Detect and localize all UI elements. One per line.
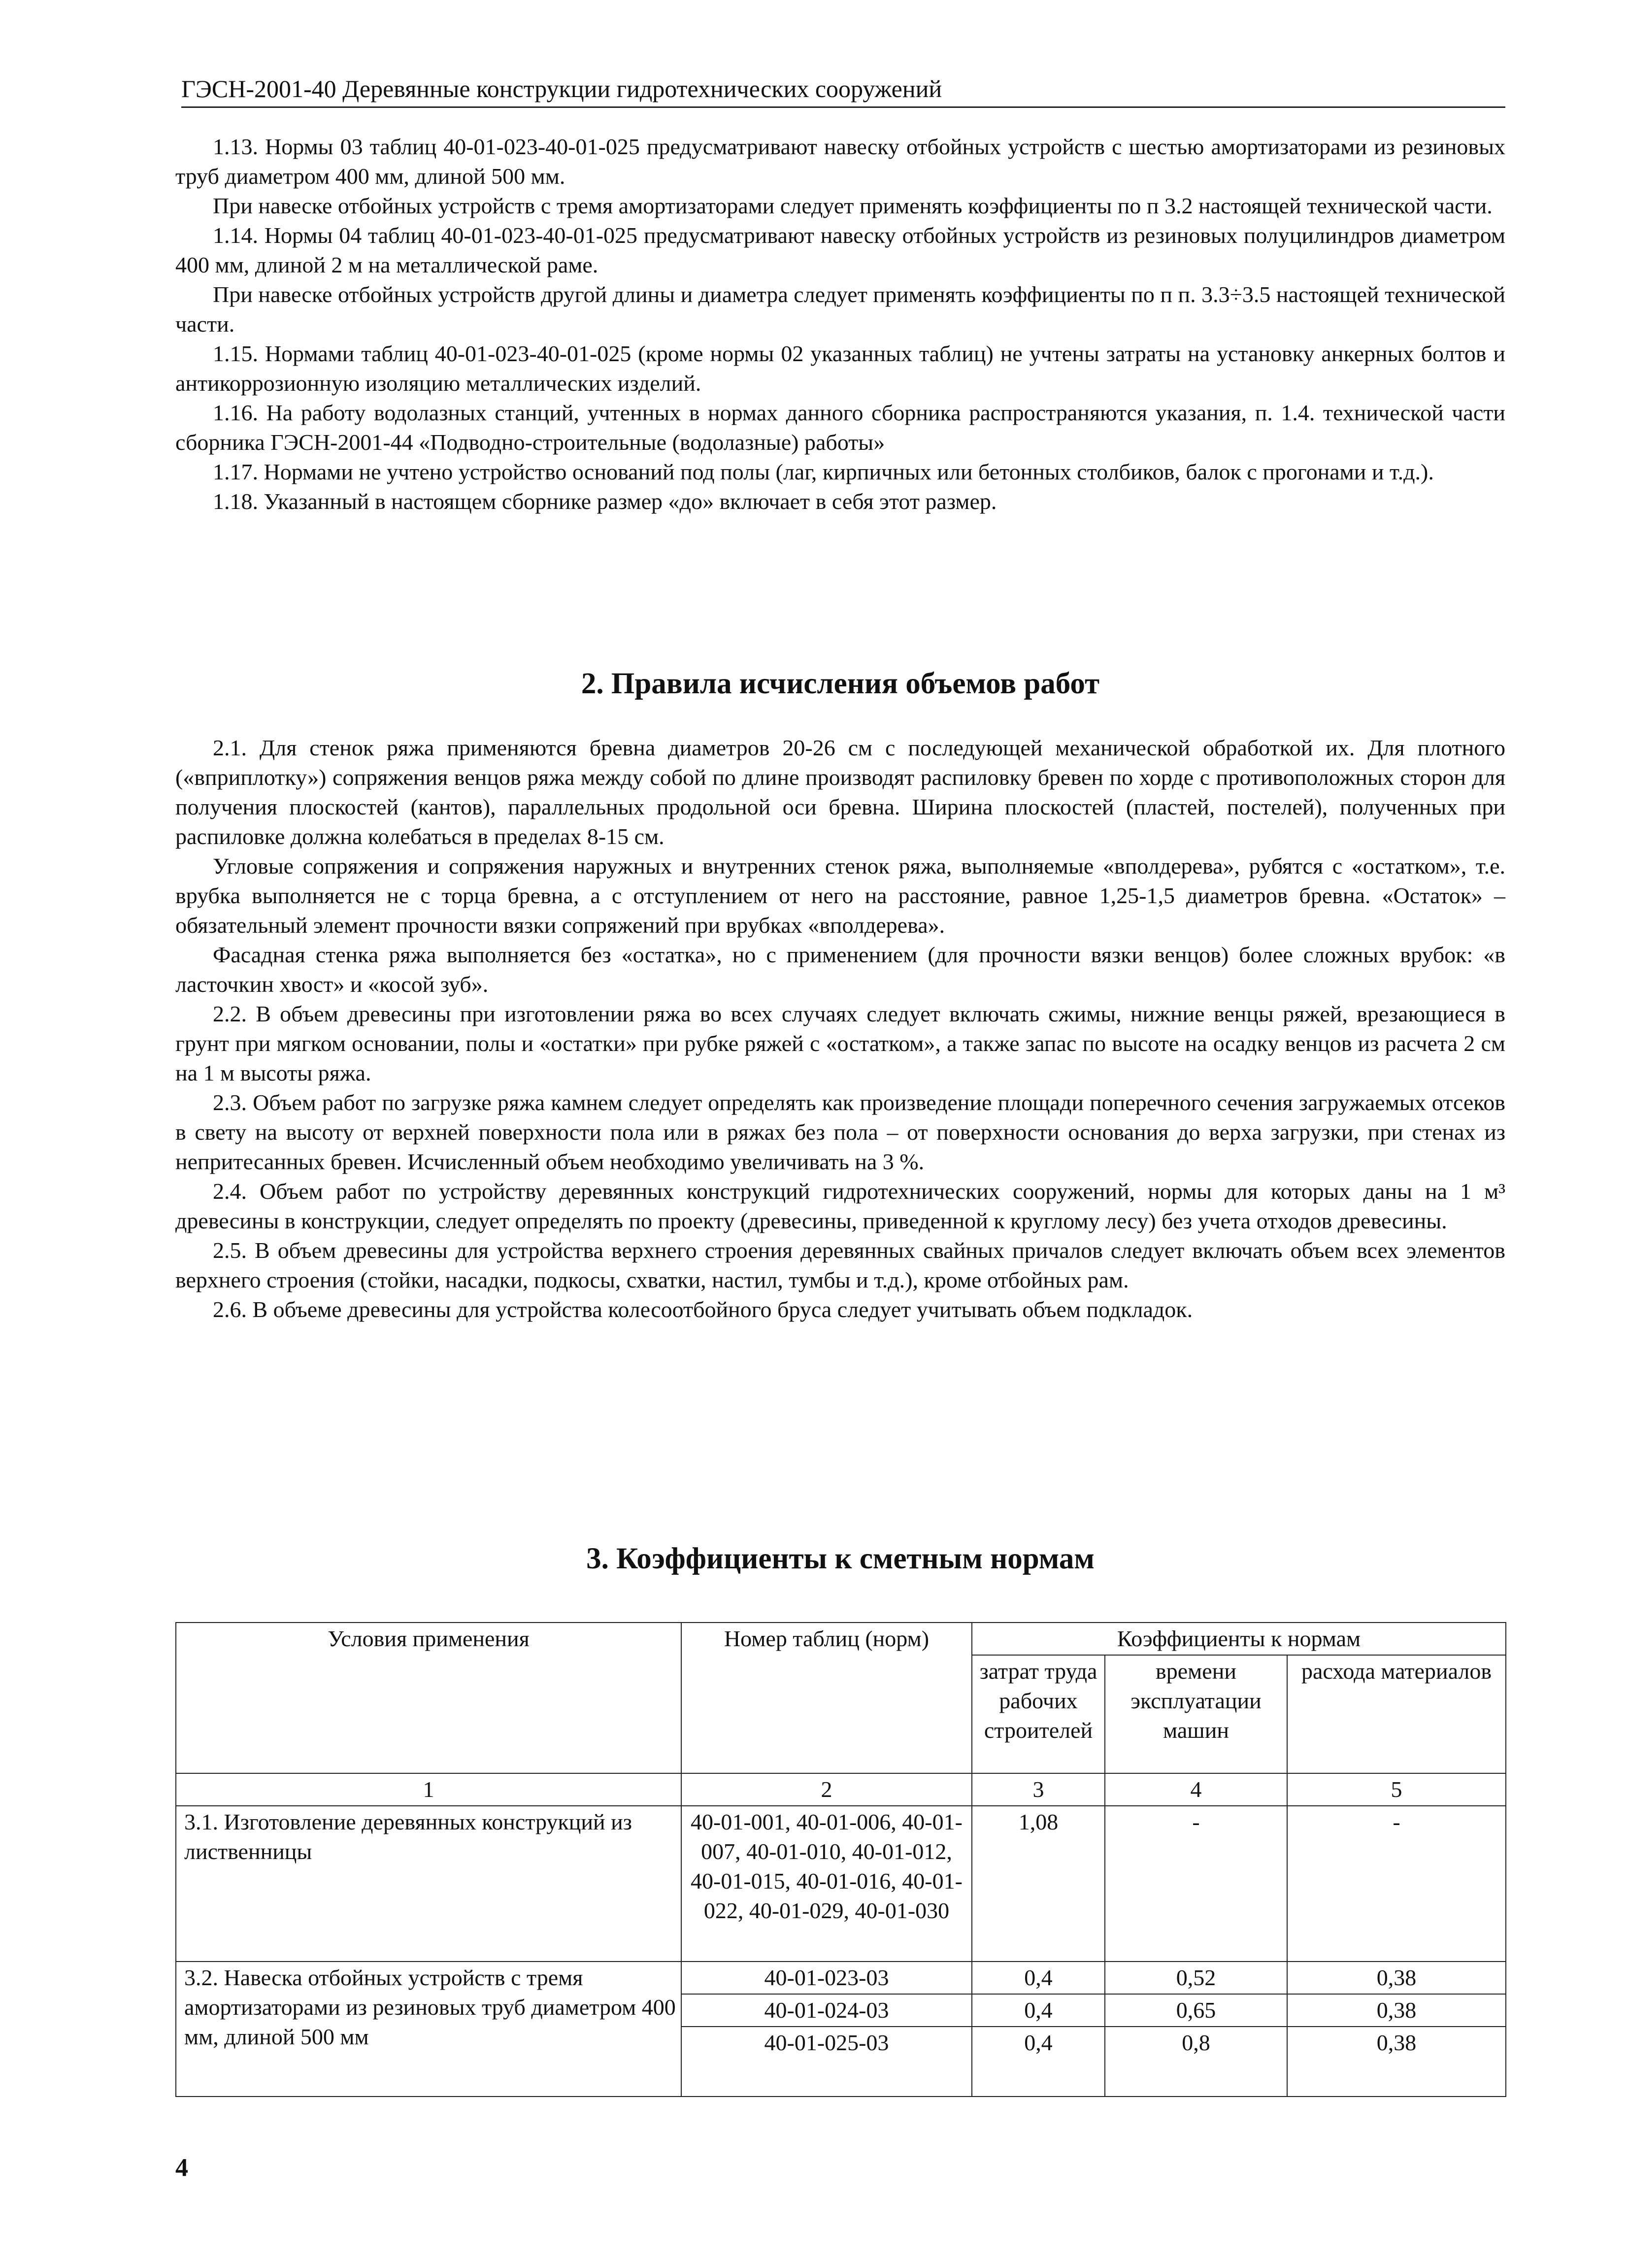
column-number: 5 <box>1287 1773 1506 1806</box>
table-numbers-cell: 40-01-023-03 <box>681 1962 972 1994</box>
header-table-numbers: Номер таблиц (норм) <box>681 1623 972 1773</box>
paragraph-1-15: 1.15. Нормами таблиц 40-01-023-40-01-025 (кроме нормы 02 указанных таблиц) не учтены затраты на установку анкерных болтов и антикоррозионную изоляцию металлических изделий. <box>175 341 1505 396</box>
table-numbers-cell: 40-01-024-03 <box>681 1994 972 2027</box>
header-conditions: Условия применения <box>176 1623 681 1773</box>
header-machines: времени эксплуатации машин <box>1105 1655 1287 1773</box>
header-materials: расхода материалов <box>1287 1655 1506 1773</box>
table-numbers-cell: 40-01-025-03 <box>681 2027 972 2097</box>
section-3-title: 3. Коэффициенты к сметным нормам <box>586 1542 1095 1575</box>
paragraph-1-18: 1.18. Указанный в настоящем сборнике размер «до» включает в себя этот размер. <box>213 489 997 514</box>
column-number-row <box>176 1773 1506 1806</box>
labor-coefficient: 0,4 <box>972 1962 1105 1994</box>
materials-coefficient: 0,38 <box>1287 1962 1506 1994</box>
machines-coefficient: - <box>1105 1806 1287 1962</box>
paragraph-2-1: 2.1. Для стенок ряжа применяются бревна диаметров 20-26 см с последующей механической обработкой их. Для плотного («вприплотку») сопряжения венцов ряжа между собой по длине производят распиловку бревен по хорде с противоположных сторон для получения плоскостей (кантов), параллельных продольной оси бревна. Ширина плоскостей (пластей, постелей), полученных при распиловке должна колебаться в пределах 8-15 см. <box>175 735 1505 849</box>
paragraph-2-1-facade: Фасадная стенка ряжа выполняется без «остатка», но с применением (для прочности вязки венцов) более сложных врубок: «в ласточкин хвост» и «косой зуб». <box>175 942 1505 997</box>
labor-coefficient: 1,08 <box>972 1806 1105 1962</box>
paragraph-2-1-corners: Угловые сопряжения и сопряжения наружных и внутренних стенок ряжа, выполняемые «вполдерева», рубятся с «остатком», т.е. врубка выполняется не с торца бревна, а с отступлением от него на расстояние, равное 1,25-1,5 диаметров бревна. «Остаток» – обязательный элемент прочности вязки сопряжений при врубках «вполдерева». <box>175 853 1505 938</box>
paragraph-2-4: 2.4. Объем работ по устройству деревянных конструкций гидротехнических сооружений, нормы для которых даны на 1 м³ древесины в конструкции, следует определять по проекту (древесины, приведенной к круглому лесу) без учета отходов древесины. <box>175 1179 1505 1233</box>
paragraph-2-5: 2.5. В объем древесины для устройства верхнего строения деревянных свайных причалов следует включать объем всех элементов верхнего строения (стойки, насадки, подкосы, схватки, настил, тумбы и т.д.), кроме отбойных рам. <box>175 1238 1505 1292</box>
table-row <box>176 1806 1506 1962</box>
materials-coefficient: - <box>1287 1806 1506 1962</box>
column-number: 1 <box>176 1773 681 1806</box>
paragraph-1-17: 1.17. Нормами не учтено устройство оснований под полы (лаг, кирпичных или бетонных столбиков, балок с прогонами и т.д.). <box>213 459 1434 484</box>
section-2-body <box>175 733 1505 1324</box>
paragraph-1-13: 1.13. Нормы 03 таблиц 40-01-023-40-01-025 предусматривают навеску отбойных устройств с шестью амортизаторами из резиновых труб диаметром 400 мм, длиной 500 мм. <box>175 134 1505 189</box>
condition-cell: 3.1. Изготовление деревянных конструкций из лиственницы <box>176 1806 681 1962</box>
materials-coefficient: 0,38 <box>1287 2027 1506 2097</box>
materials-coefficient: 0,38 <box>1287 1994 1506 2027</box>
paragraph-2-6: 2.6. В объеме древесины для устройства колесоотбойного бруса следует учитывать объем подкладок. <box>213 1297 1193 1322</box>
column-number: 2 <box>681 1773 972 1806</box>
labor-coefficient: 0,4 <box>972 2027 1105 2097</box>
paragraph-1-14: 1.14. Нормы 04 таблиц 40-01-023-40-01-025 предусматривают навеску отбойных устройств из резиновых полуцилиндров диаметром 400 мм, длиной 2 м на металлической раме. <box>175 223 1505 277</box>
table-row <box>176 1962 1506 1994</box>
paragraph-1-14-note: При навеске отбойных устройств другой длины и диаметра следует применять коэффициенты по п п. 3.3÷3.5 настоящей технической части. <box>175 282 1505 337</box>
machines-coefficient: 0,8 <box>1105 2027 1287 2097</box>
column-number: 4 <box>1105 1773 1287 1806</box>
column-number: 3 <box>972 1773 1105 1806</box>
table-numbers-cell: 40-01-001, 40-01-006, 40-01-007, 40-01-010, 40-01-012, 40-01-015, 40-01-016, 40-01-022, 40-01-029, 40-01-030 <box>681 1806 972 1962</box>
labor-coefficient: 0,4 <box>972 1994 1105 2027</box>
paragraph-2-2: 2.2. В объем древесины при изготовлении ряжа во всех случаях следует включать сжимы, нижние венцы ряжей, врезающиеся в грунт при мягком основании, полы и «остатки» при рубке ряжей с «остатком», а также запас по высоте на осадку венцов из расчета 2 см на 1 м высоты ряжа. <box>175 1001 1505 1085</box>
page-number: 4 <box>175 2154 188 2182</box>
section-2-title: 2. Правила исчисления объемов работ <box>581 667 1100 700</box>
paragraph-1-16: 1.16. На работу водолазных станций, учтенных в нормах данного сборника распространяются указания, п. 1.4. технической части сборника ГЭСН-2001-44 «Подводно-строительные (водолазные) работы» <box>175 400 1505 455</box>
paragraph-1-13-note: При навеске отбойных устройств с тремя амортизаторами следует применять коэффициенты по п 3.2 настоящей технической части. <box>213 193 1493 218</box>
machines-coefficient: 0,52 <box>1105 1962 1287 1994</box>
header-labor: затрат труда рабочих строителей <box>972 1655 1105 1773</box>
paragraph-2-3: 2.3. Объем работ по загрузке ряжа камнем следует определять как произведение площади поперечного сечения загружаемых отсеков в свету на высоту от верхней поверхности пола или в ряжах без пола – от поверхности основания до верха загрузки, при стенах из непритесанных бревен. Исчисленный объем необходимо увеличивать на 3 %. <box>175 1090 1505 1174</box>
machines-coefficient: 0,65 <box>1105 1994 1287 2027</box>
section-1-continuation <box>175 132 1505 516</box>
coefficients-table <box>175 1622 1506 2097</box>
running-header: ГЭСН-2001-40 Деревянные конструкции гидротехнических сооружений <box>181 74 1505 108</box>
condition-cell: 3.2. Навеска отбойных устройств с тремя амортизаторами из резиновых труб диаметром 400 мм, длиной 500 мм <box>176 1962 681 2097</box>
header-coefficients: Коэффициенты к нормам <box>972 1623 1506 1655</box>
